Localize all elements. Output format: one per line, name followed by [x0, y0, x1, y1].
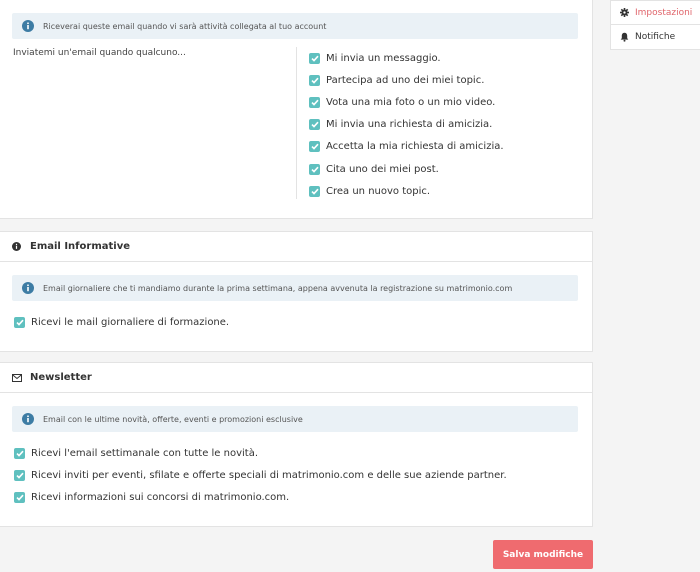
checkbox-label: Accetta la mia richiesta di amicizia.	[326, 141, 504, 153]
sidebar-item-label: Notifiche	[635, 32, 676, 42]
newsletter-header	[0, 363, 592, 393]
checkbox-checked[interactable]	[309, 97, 320, 108]
informative-title: Email Informative	[30, 241, 131, 252]
checkbox-label: Partecipa ad uno dei miei topic.	[326, 74, 485, 86]
activity-options	[296, 47, 504, 199]
checkbox-checked[interactable]	[309, 119, 320, 130]
checkbox-label: Mi invia un messaggio.	[326, 52, 441, 64]
info-circle-icon	[12, 242, 26, 251]
checkbox-checked[interactable]	[309, 164, 320, 175]
activity-intro-label: Inviatemi un'email quando qualcuno...	[13, 48, 186, 58]
activity-info-text: Riceverai queste email quando vi sarà attività collegata al tuo account	[43, 21, 327, 31]
newsletter-info-box	[12, 406, 578, 432]
info-icon	[22, 20, 34, 32]
checkbox-option[interactable]	[14, 486, 507, 508]
checkbox-option[interactable]	[309, 91, 504, 113]
checkbox-checked[interactable]	[14, 448, 25, 459]
checkbox-checked[interactable]	[14, 317, 25, 328]
sidebar-item-impostazioni[interactable]	[611, 1, 700, 24]
sidebar-item-notifiche[interactable]	[611, 24, 700, 49]
checkbox-label: Ricevi l'email settimanale con tutte le novità.	[31, 447, 259, 459]
activity-info-box	[12, 13, 578, 39]
info-icon	[22, 282, 34, 294]
checkbox-option[interactable]	[309, 114, 504, 136]
save-button[interactable]: Salva modifiche	[493, 540, 593, 569]
settings-sidebar	[610, 0, 700, 50]
newsletter-panel	[0, 362, 593, 527]
checkbox-checked[interactable]	[309, 141, 320, 152]
checkbox-option[interactable]	[309, 180, 504, 202]
checkbox-label: Ricevi informazioni sui concorsi di matrimonio.com.	[31, 491, 290, 503]
informative-header	[0, 232, 592, 262]
checkbox-label: Ricevi le mail giornaliere di formazione.	[31, 316, 230, 328]
checkbox-checked[interactable]	[14, 492, 25, 503]
checkbox-option[interactable]	[14, 311, 229, 333]
checkbox-label: Mi invia una richiesta di amicizia.	[326, 119, 493, 131]
checkbox-checked[interactable]	[309, 75, 320, 86]
sidebar-item-label: Impostazioni	[635, 7, 693, 18]
checkbox-label: Ricevi inviti per eventi, sfilate e offerte speciali di matrimonio.com e delle sue aziende partner.	[31, 469, 507, 481]
newsletter-options	[14, 442, 507, 509]
activity-panel	[0, 0, 593, 219]
info-icon	[22, 413, 34, 425]
checkbox-checked[interactable]	[309, 186, 320, 197]
checkbox-option[interactable]	[309, 136, 504, 158]
envelope-icon	[12, 374, 26, 382]
checkbox-option[interactable]	[309, 69, 504, 91]
checkbox-option[interactable]	[14, 442, 507, 464]
informative-info-box	[12, 275, 578, 301]
informative-panel	[0, 231, 593, 352]
checkbox-checked[interactable]	[309, 53, 320, 64]
checkbox-option[interactable]	[309, 158, 504, 180]
newsletter-info-text: Email con le ultime novità, offerte, eventi e promozioni esclusive	[43, 414, 303, 424]
informative-info-text: Email giornaliere che ti mandiamo durante la prima settimana, appena avvenuta la registrazione su matrimonio.com	[43, 283, 513, 293]
checkbox-option[interactable]	[309, 47, 504, 69]
newsletter-title: Newsletter	[30, 372, 92, 383]
informative-options	[14, 311, 229, 333]
checkbox-option[interactable]	[14, 464, 507, 486]
checkbox-label: Vota una mia foto o un mio video.	[326, 96, 496, 108]
bell-icon	[620, 32, 630, 42]
checkbox-label: Cita uno dei miei post.	[326, 163, 439, 175]
checkbox-checked[interactable]	[14, 470, 25, 481]
checkbox-label: Crea un nuovo topic.	[326, 185, 431, 197]
gear-icon	[620, 8, 630, 17]
